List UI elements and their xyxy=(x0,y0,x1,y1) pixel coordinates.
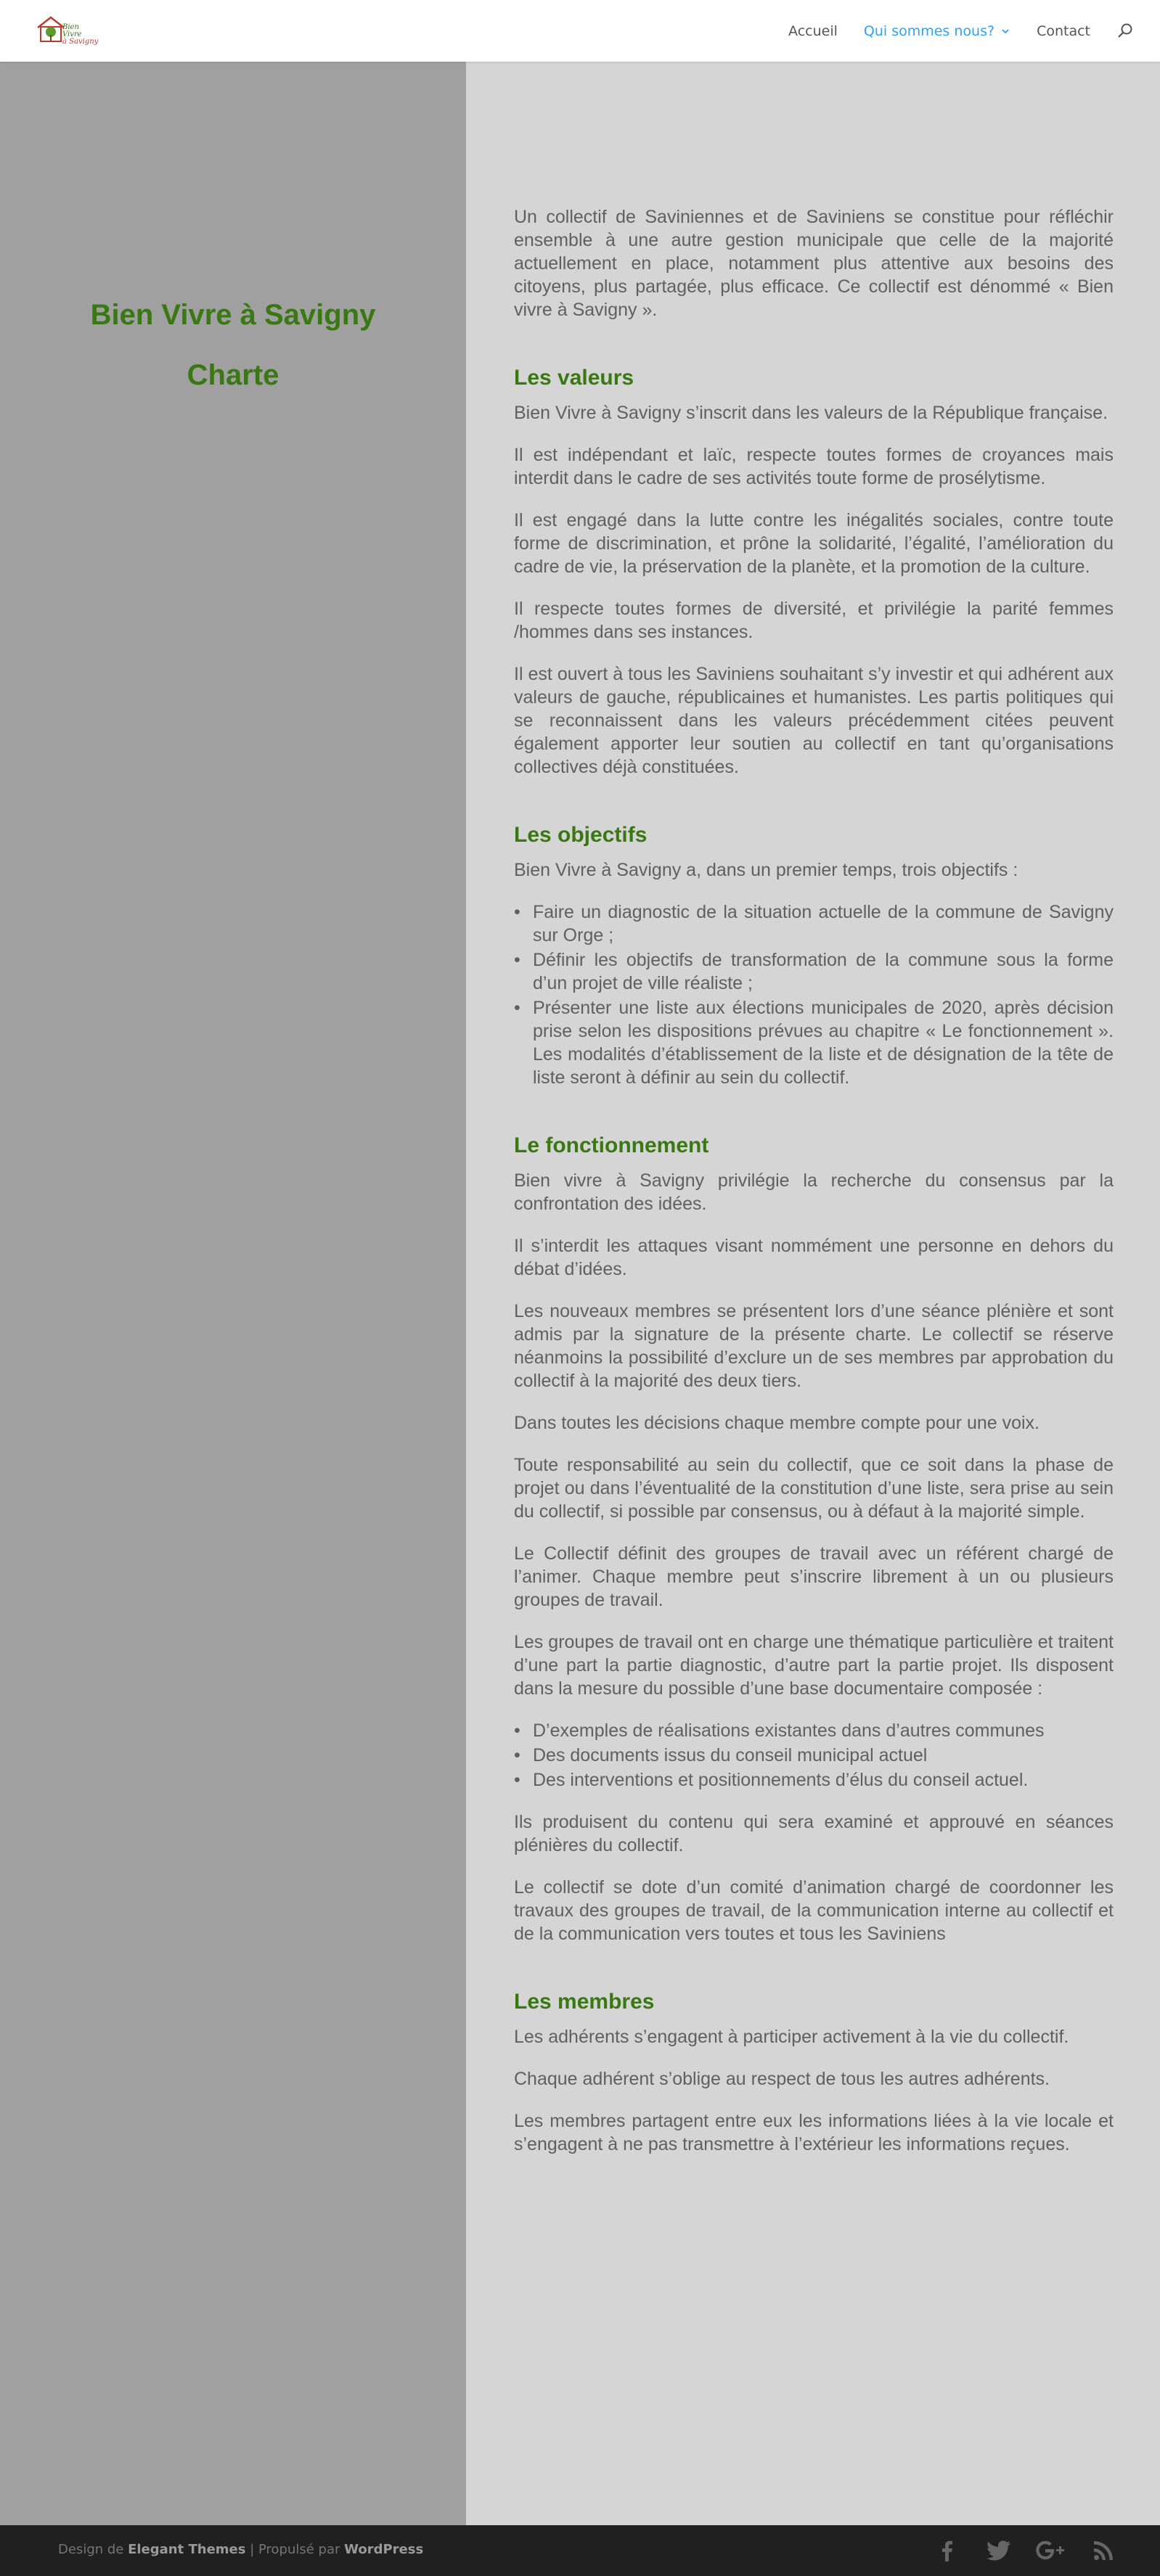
paragraph: Les adhérents s’engagent à participer activement à la vie du collectif. xyxy=(514,2027,1069,2047)
nav-item-qui-sommes-nous[interactable] xyxy=(864,23,1010,39)
paragraph: Les nouveaux membres se présentent lors d’une séance plénière et sont admis par la signature de la présente charte. Le collectif se réserve néanmoins la possibilité d’exclure un de ses membres par approbation du collectif à la majorité des deux tiers. xyxy=(514,1301,1114,1391)
rss-icon[interactable] xyxy=(1090,2538,1116,2564)
search-icon[interactable] xyxy=(1116,22,1134,40)
main-nav xyxy=(788,0,1160,62)
sidebar xyxy=(0,62,466,2525)
section-heading-valeurs: Les valeurs xyxy=(514,366,634,390)
list-item: • Des interventions et positionnements d’élus du conseil actuel. xyxy=(514,1768,1114,1792)
paragraph: Dans toutes les décisions chaque membre compte pour une voix. xyxy=(514,1413,1039,1433)
paragraph: Il respecte toutes formes de diversité, et privilégie la parité femmes /hommes dans ses instances. xyxy=(514,599,1114,642)
charter-text xyxy=(514,205,1114,2175)
paragraph: Le collectif se dote d’un comité d’animation chargé de coordonner les travaux des groupes de travail, de la communication interne au collectif et de la communication vers toutes et tous les Saviniens xyxy=(514,1877,1114,1944)
section-heading-fonctionnement: Le fonctionnement xyxy=(514,1133,709,1157)
svg-text:à Savigny: à Savigny xyxy=(62,38,99,46)
section-heading-membres: Les membres xyxy=(514,1990,655,2014)
paragraph: Le Collectif définit des groupes de travail avec un référent chargé de l’animer. Chaque membre peut s’inscrire librement à un ou plusieurs groupes de travail. xyxy=(514,1543,1114,1610)
list-item: • Présenter une liste aux élections municipales de 2020, après décision prise selon les dispositions prévues au chapitre « Le fonctionnement ». Les modalités d’établissement de la liste et de désignation de la tête de liste seront à définir au sein du collectif. xyxy=(514,996,1114,1089)
documentation-list xyxy=(514,1719,1114,1792)
list-item: • Faire un diagnostic de la situation actuelle de la commune de Savigny sur Orge ; xyxy=(514,901,1114,947)
objectifs-list xyxy=(514,901,1114,1089)
paragraph: Bien Vivre à Savigny s’inscrit dans les valeurs de la République française. xyxy=(514,403,1108,423)
section-heading-objectifs: Les objectifs xyxy=(514,823,648,847)
paragraph: Il est ouvert à tous les Saviniens souhaitant s’y investir et qui adhérent aux valeurs de gauche, républicaines et humanistes. Les partis politiques qui se reconnaissent dans les valeurs précédemment citées peuvent également apporter leur soutien au collectif en tant qu’organisations collectives déjà constituées. xyxy=(514,664,1114,777)
svg-text:Vivre: Vivre xyxy=(62,30,82,38)
wordpress-link[interactable]: WordPress xyxy=(344,2542,424,2557)
elegant-themes-link[interactable]: Elegant Themes xyxy=(128,2542,246,2557)
footer-design-prefix: Design de xyxy=(58,2542,128,2557)
paragraph: Il s’interdit les attaques visant nommément une personne en dehors du débat d’idées. xyxy=(514,1236,1114,1279)
nav-item-contact[interactable]: Contact xyxy=(1037,22,1090,39)
list-item: • D’exemples de réalisations existantes dans d’autres communes xyxy=(514,1719,1114,1742)
facebook-icon[interactable] xyxy=(934,2538,960,2564)
paragraph: Les groupes de travail ont en charge une thématique particulière et traitent d’une part la partie diagnostic, d’autre part la partie projet. Ils disposent dans la mesure du possible d’une base documentaire composée : xyxy=(514,1632,1114,1699)
google-plus-icon[interactable] xyxy=(1038,2538,1064,2564)
site-logo[interactable] xyxy=(35,13,99,46)
page-subtitle: Charte xyxy=(187,359,279,391)
chevron-down-icon xyxy=(1000,26,1010,36)
svg-text:Bien: Bien xyxy=(62,23,79,31)
footer-credits xyxy=(58,2542,423,2557)
paragraph: Il est engagé dans la lutte contre les inégalités sociales, contre toute forme de discrimination, et prône la solidarité, l’égalité, l’amélioration du cadre de vie, la préservation de la planète, et la promotion de la culture. xyxy=(514,510,1114,577)
twitter-icon[interactable] xyxy=(986,2538,1012,2564)
page-title: Bien Vivre à Savigny xyxy=(90,299,376,331)
paragraph: Bien Vivre à Savigny a, dans un premier temps, trois objectifs : xyxy=(514,860,1018,880)
footer-separator: | Propulsé par xyxy=(245,2542,345,2557)
social-links xyxy=(907,2538,1116,2564)
paragraph: Il est indépendant et laïc, respecte toutes formes de croyances mais interdit dans le cadre de ses activités toute forme de prosélytisme. xyxy=(514,445,1114,488)
intro-paragraph: Un collectif de Saviniennes et de Saviniens se constitue pour réfléchir ensemble à une autre gestion municipale que celle de la majorité actuellement en place, notamment plus attentive aux besoins des citoyens, plus partagée, plus efficace. Ce collectif est dénommé « Bien vivre à Savigny ». xyxy=(514,207,1114,320)
main-content xyxy=(466,62,1160,2525)
site-footer xyxy=(0,2525,1160,2576)
paragraph: Toute responsabilité au sein du collectif, que ce soit dans la phase de projet ou dans l’éventualité de la constitution d’une liste, sera prise au sein du collectif, si possible par consensus, ou à défaut à la majorité simple. xyxy=(514,1455,1114,1522)
paragraph: Les membres partagent entre eux les informations liées à la vie locale et s’engagent à ne pas transmettre à l’extérieur les informations reçues. xyxy=(514,2111,1114,2154)
paragraph: Chaque adhérent s’oblige au respect de tous les autres adhérents. xyxy=(514,2069,1050,2089)
logo-icon xyxy=(35,13,99,46)
paragraph: Bien vivre à Savigny privilégie la recherche du consensus par la confrontation des idées. xyxy=(514,1170,1114,1214)
site-header xyxy=(0,0,1160,62)
nav-item-accueil[interactable]: Accueil xyxy=(788,22,838,39)
list-item: • Définir les objectifs de transformation de la commune sous la forme d’un projet de ville réaliste ; xyxy=(514,948,1114,995)
list-item: • Des documents issus du conseil municipal actuel xyxy=(514,1744,1114,1767)
paragraph: Ils produisent du contenu qui sera examiné et approuvé en séances plénières du collectif. xyxy=(514,1812,1114,1855)
nav-item-label: Qui sommes nous? xyxy=(863,22,995,39)
